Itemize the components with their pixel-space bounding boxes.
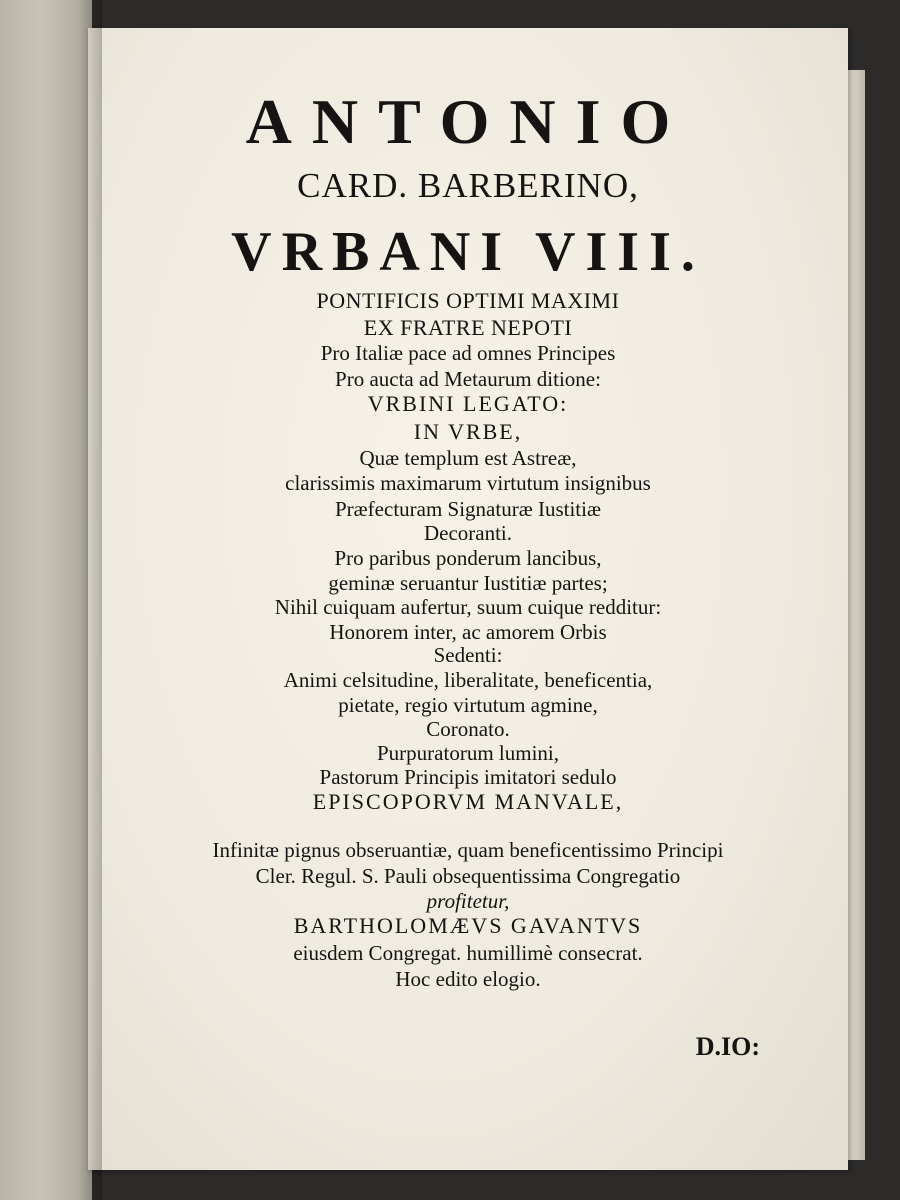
text-line: IN VRBE, bbox=[413, 419, 523, 444]
text-line: geminæ seruantur Iustitiæ partes; bbox=[328, 571, 608, 595]
signature-mark: D.IO: bbox=[695, 1032, 760, 1061]
text-line: Infinitæ pignus obseruantiæ, quam beneficentissimo Principi bbox=[212, 838, 724, 862]
text-line: Decoranti. bbox=[423, 521, 513, 545]
text-line: Præfecturam Signaturæ Iustitiæ bbox=[335, 497, 601, 521]
text-line: VRBINI LEGATO: bbox=[367, 391, 569, 416]
dedicatee-title: CARD. BARBERINO, bbox=[297, 166, 639, 205]
title-page bbox=[88, 28, 848, 1170]
text-line: Quæ templum est Astreæ, bbox=[359, 446, 577, 470]
text-line: PONTIFICIS OPTIMI MAXIMI bbox=[316, 288, 620, 313]
text-line: eiusdem Congregat. humillimè consecrat. bbox=[293, 941, 643, 965]
text-line: Purpuratorum lumini, bbox=[377, 741, 559, 765]
author-name: BARTHOLOMÆVS GAVANTVS bbox=[293, 913, 643, 938]
text-line: Nihil cuiquam aufertur, suum cuique redditur: bbox=[274, 595, 662, 619]
pope-name: VRBANI VIII. bbox=[231, 221, 705, 283]
book-title: EPISCOPORVM MANVALE, bbox=[312, 789, 624, 814]
text-line: Coronato. bbox=[426, 717, 510, 741]
text-line: EX FRATRE NEPOTI bbox=[363, 315, 573, 340]
text-line: Honorem inter, ac amorem Orbis bbox=[329, 620, 607, 644]
text-line: Sedenti: bbox=[433, 643, 503, 667]
text-line: Animi celsitudine, liberalitate, beneficentia, bbox=[283, 668, 653, 692]
gutter-shadow bbox=[78, 0, 102, 1200]
text-line: profitetur, bbox=[426, 889, 510, 913]
text-line: Pro aucta ad Metaurum ditione: bbox=[335, 367, 601, 391]
text-line: pietate, regio virtutum agmine, bbox=[338, 693, 598, 717]
text-line: Cler. Regul. S. Pauli obsequentissima Congregatio bbox=[255, 864, 681, 888]
text-line: Pro paribus ponderum lancibus, bbox=[334, 546, 602, 570]
text-line: clarissimis maximarum virtutum insignibus bbox=[285, 471, 651, 495]
dedicatee-name: ANTONIO bbox=[245, 86, 691, 157]
text-line: Hoc edito elogio. bbox=[395, 967, 541, 991]
text-line: Pro Italiæ pace ad omnes Principes bbox=[320, 341, 616, 365]
text-line: Pastorum Principis imitatori sedulo bbox=[319, 765, 617, 789]
